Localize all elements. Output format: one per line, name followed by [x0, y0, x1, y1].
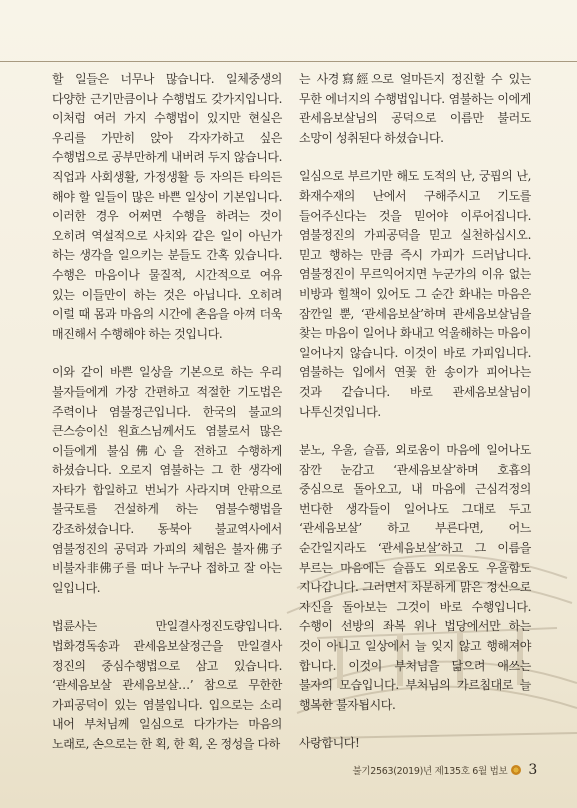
paragraph: 법륜사는 만일결사정진도량입니다. 법화경독송과 관세음보살정근을 만일결사 정진의 중심수행법으로 삼고 있습니다. ‘관세음보살 관세음보살…’ 참으로 무한한 가피공덕이 있는 염불입니다. 입으로는 소리 내어 부처님께 일심으로 다가가는 마음의 노래로, 손으로는 한 획, 한 획, 온 정성을 다하	[52, 619, 282, 751]
top-divider	[0, 61, 577, 62]
paragraph: 일심으로 부르기만 해도 도적의 난, 궁핍의 난, 화재수재의 난에서 구해주시고 기도를 들어주신다는 것을 믿어야 이루어집니다. 염불정진의 가피공덕을 믿고 실천하십시오. 믿고 행하는 만큼 즉시 가피가 드러납니다. 염불정진이 무르익어지면 누군가의 이유 없는 비방과 힐책이 있어도 그 순간 화내는 마음은 잠깐일 뿐, ‘관세음보살’하며 관세음보살님을 찾는 마음이 일어나 화내고 억울해하는 마음이 일어나지 않습니다. 이것이 바로 가피입니다. 염불하는 입에서 연꽃 한 송이가 피어나는 것과 같습니다. 바로 관세음보살님이 나투신것입니다.	[299, 169, 531, 419]
paragraph: 할 일들은 너무나 많습니다. 일체중생의 다양한 근기만큼이나 수행법도 갖가지입니다. 이처럼 여러 가지 수행법이 있지만 현실은 우리를 가만히 앉아 각자가하고 싶은 수행법으로 공부만하게 내버려 두지 않습니다. 직업과 사회생활, 가정생활 등 자의든 타의든 해야 할 일들이 많은 바쁜 일상이 기본입니다. 이러한 경우 어쩌면 수행을 하려는 것이 오히려 역설적으로 사치와 같은 일이 아닌가 하는 생각을 일으키는 분들도 간혹 있습니다. 수행은 마음이나 물질적, 시간적으로 여유 있는 이들만이 하는 것은 아닙니다. 오히려 이럴 때 몸과 마음의 시간에 촌음을 아껴 더욱 매진해서 수행해야 하는 것입니다.	[52, 72, 282, 341]
article-right-column	[299, 70, 531, 773]
paragraph: 분노, 우울, 슬픔, 외로움이 마음에 일어나도 잠깐 눈감고 ‘관세음보살’하며 호흡의 중심으로 돌아오고, 내 마음에 근심걱정의 번다한 생각들이 일어나도 그대로 두고 ‘관세음보살’ 하고 부른다면, 어느 순간일지라도 ‘관세음보살’하고 그 이름을 부르는 마음에는 슬픔도 외로움도 우울함도 지나갑니다. 그러면서 차분하게 맑은 정신으로 자신을 돌아보는 그것이 바로 수행입니다. 수행이 선방의 좌복 위나 법당에서만 하는 것이 아니고 일상에서 늘 잊지 않고 행해져야 합니다. 이것이 부처님을 닮으려 애쓰는 불자의 모습입니다. 부처님의 가르침대로 늘 행복한 불자됩시다.	[299, 443, 531, 712]
page-footer	[352, 762, 537, 778]
article-left-column	[52, 70, 282, 774]
paragraph: 이와 같이 바쁜 일상을 기본으로 하는 우리 불자들에게 가장 간편하고 적절한 기도법은 주력이나 염불정근입니다. 한국의 불교의 큰스승이신 원효스님께서도 염불로서 많은 이들에게 불심佛心을 전하고 수행하게 하셨습니다. 오로지 염불하는 그 한 생각에 자타가 합일하고 번뇌가 사라지며 안팎으로 불국토를 건설하게 하는 염불수행법을 강조하셨습니다. 동북아 불교역사에서 염불정진의 공덕과 가피의 체험은 불자佛子 비불자非佛子를 떠나 누구나 접하고 잘 아는 일입니다.	[52, 365, 282, 595]
page-number: 3	[528, 762, 537, 778]
paragraph: 는 사경寫經으로 얼마든지 정진할 수 있는 무한 에너지의 수행법입니다. 염불하는 이에게 관세음보살님의 공덕으로 이름만 불러도 소망이 성취된다 하셨습니다.	[299, 72, 531, 145]
issue-info: 불기2563(2019)년 제135호 6월 법보	[352, 766, 508, 777]
lotus-flower-icon	[511, 765, 521, 775]
closing-line: 사랑합니다!	[299, 736, 360, 751]
